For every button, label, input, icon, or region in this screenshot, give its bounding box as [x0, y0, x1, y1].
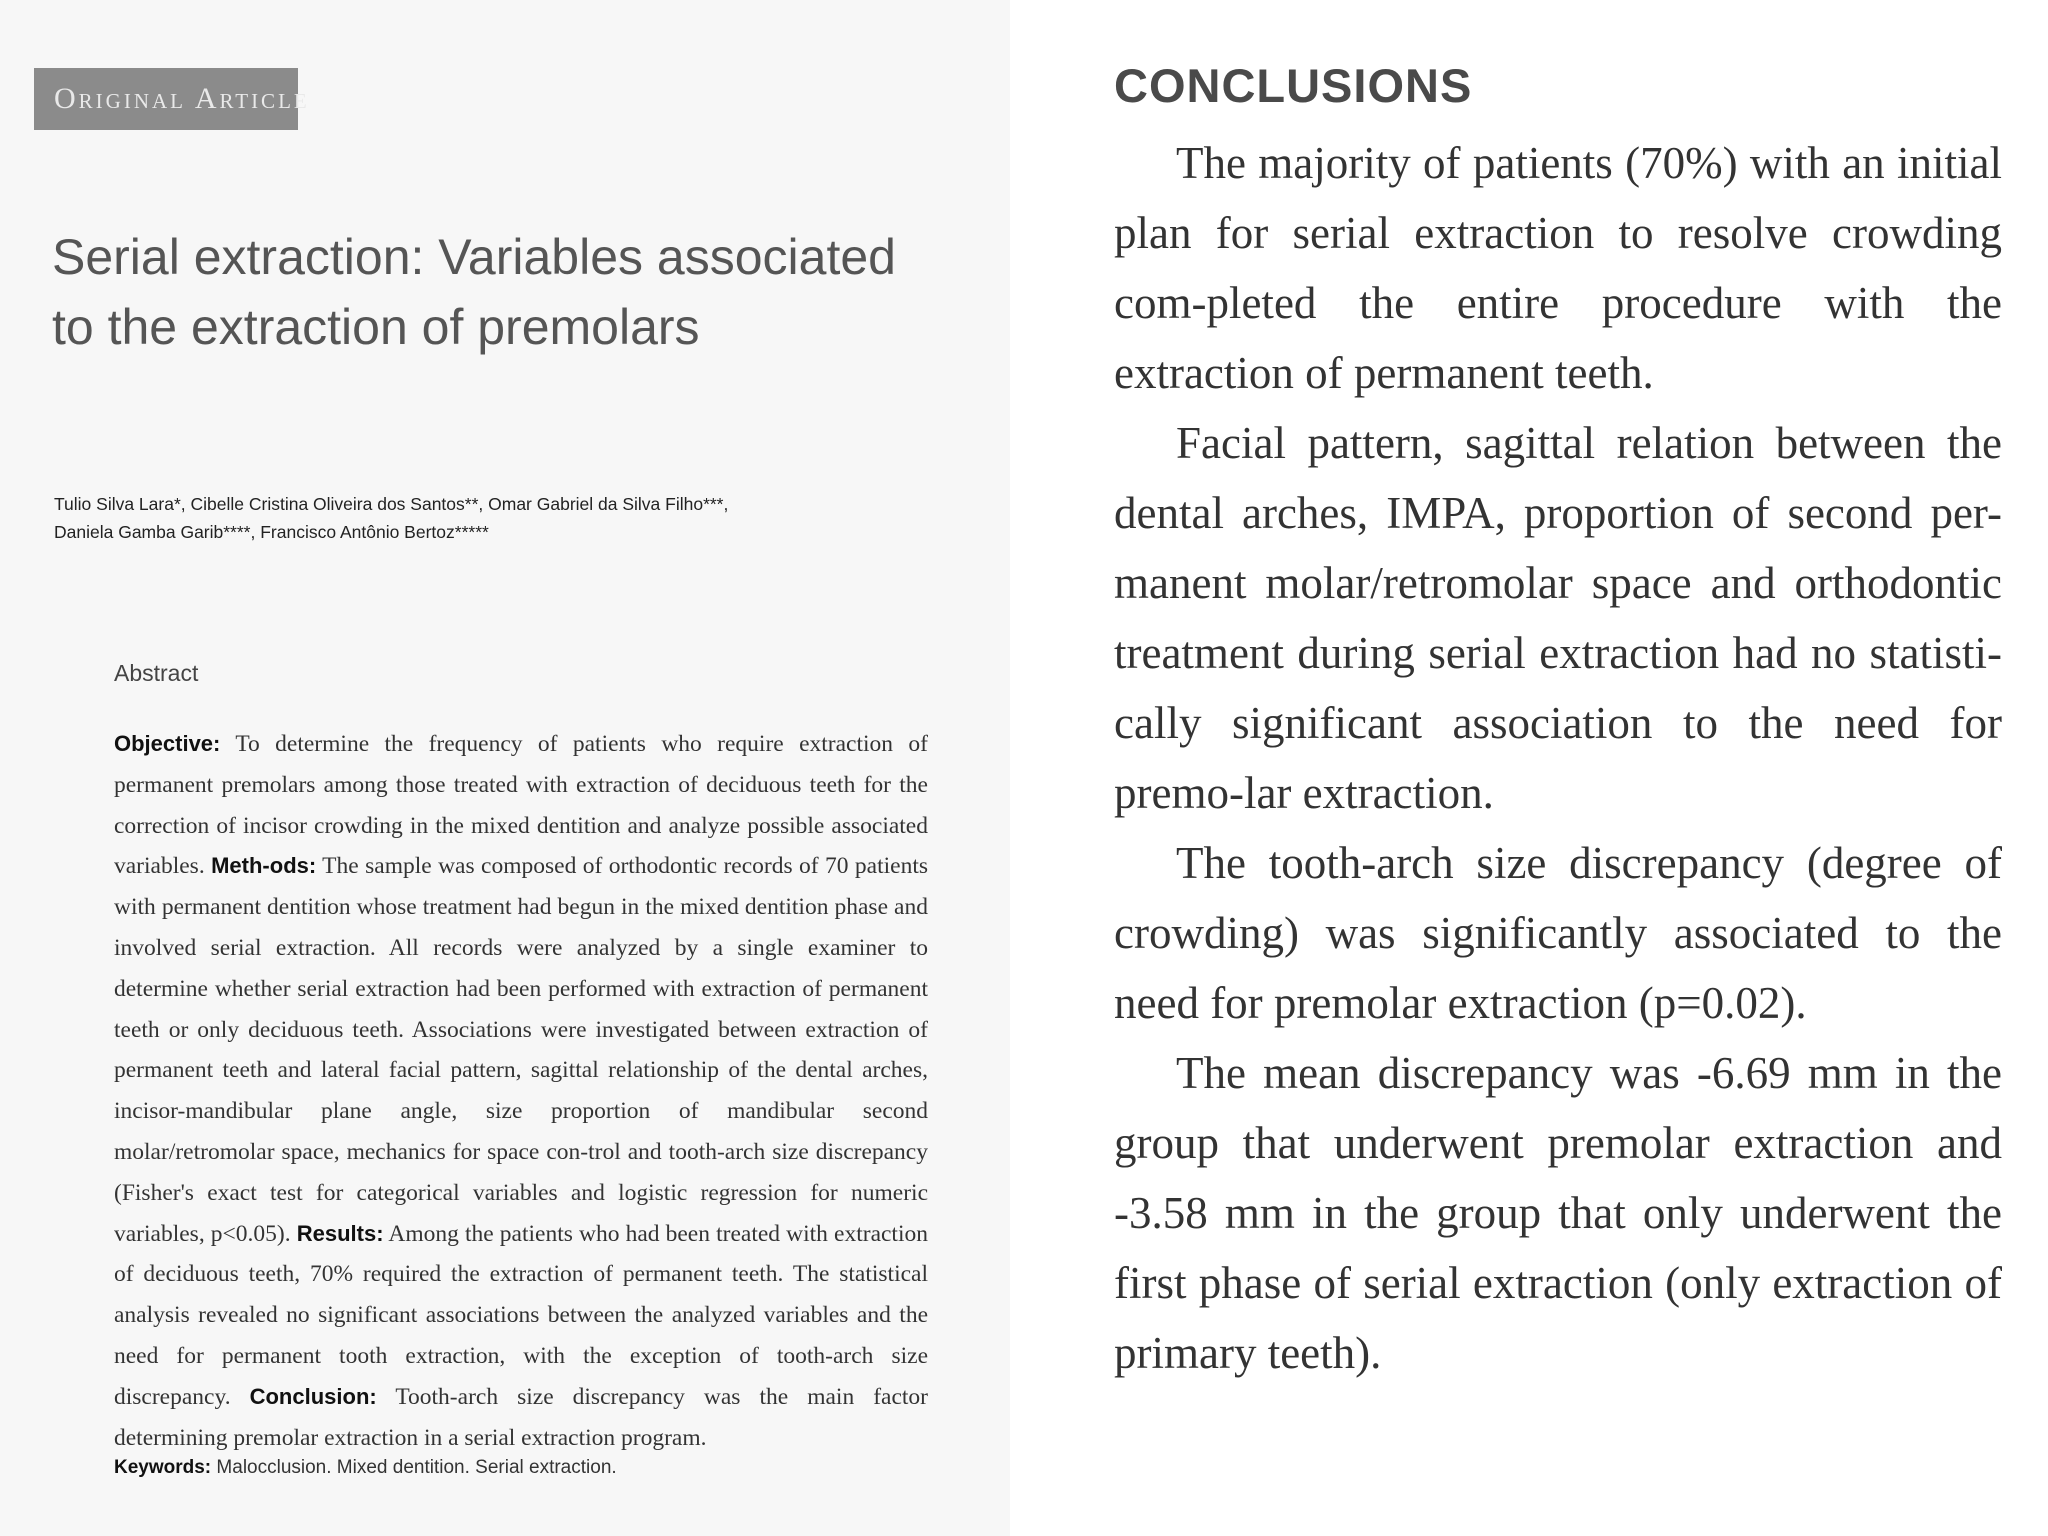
conclusion-text: Tooth-arch size discrepancy was the main factor determining premolar extraction in a serial extraction program. — [114, 1383, 929, 1451]
article-type-tag: Original Article — [34, 68, 298, 130]
results-text: Among the patients who had been treated with extraction of deciduous teeth, 70% required the extraction of permanent teeth. The statistical analysis revealed no significant associations between the analyzed variables and the need for permanent tooth extraction, with the exception of tooth-arch size discrepancy. — [114, 1220, 928, 1410]
methods-label: Meth-ods: — [211, 853, 317, 879]
objective-text: To determine the frequency of patients who require extraction of permanent premolars among those treated with extraction of deciduous teeth for the correction of incisor crowding in the mixed dentition and analyze possible associated variables. — [114, 731, 928, 880]
methods-text: The sample was composed of orthodontic records of 70 patients with permanent dentition whose treatment had begun in the mixed dentition phase and involved serial extraction. All records were analyzed by a single examiner to determine whether serial extraction had been performed with extraction of permanent teeth or only deciduous teeth. Associations were investigated between extraction of permanent teeth and lateral facial pattern, sagittal relationship of the dental arches, incisor-mandibular plane angle, size proportion of mandibular second molar/retromolar space, mechanics for space con-trol and tooth-arch size discrepancy (Fisher's exact test for categorical variables and logistic regression for numeric variables, p<0.05). — [114, 853, 928, 1247]
conclusion-paragraph-2: Facial pattern, sagittal relation between the dental arches, IMPA, proportion of second per-manent molar/retromolar space and orthodontic treatment during serial extraction had no statisti-cally significant association to the need for premo-lar extraction. — [1114, 418, 2002, 818]
conclusions-page — [1110, 0, 2018, 1536]
keywords-label: Keywords: — [114, 1457, 212, 1478]
abstract-heading: Abstract — [114, 660, 199, 686]
paper-title: Serial extraction: Variables associated to the extraction of premolars — [52, 229, 896, 355]
article-first-page — [0, 0, 1010, 1536]
conclusions-body — [1114, 128, 2002, 1388]
abstract-text — [114, 724, 928, 1458]
author-line-2: Daniela Gamba Garib****, Francisco Antônio Bertoz***** — [54, 522, 489, 542]
conclusion-paragraph-3: The tooth-arch size discrepancy (degree of crowding) was significantly associated to the need for premolar extraction (p=0.02). — [1114, 838, 2002, 1028]
conclusion-label: Conclusion: — [249, 1383, 377, 1409]
conclusion-paragraph-1: The majority of patients (70%) with an initial plan for serial extraction to resolve crowding com-pleted the entire procedure with the extraction of permanent teeth. — [1114, 138, 2002, 398]
keywords — [114, 1453, 928, 1483]
results-label: Results: — [296, 1220, 384, 1246]
author-list — [54, 490, 954, 546]
conclusions-heading: CONCLUSIONS — [1114, 59, 1473, 112]
keywords-text: Malocclusion. Mixed dentition. Serial extraction. — [211, 1457, 617, 1478]
abstract-section — [114, 658, 928, 1458]
objective-label: Objective: — [114, 731, 221, 756]
author-line-1: Tulio Silva Lara*, Cibelle Cristina Oliveira dos Santos**, Omar Gabriel da Silva Filho***, — [54, 494, 729, 514]
conclusion-paragraph-4: The mean discrepancy was -6.69 mm in the group that underwent premolar extraction and -3.58 mm in the group that only underwent the first phase of serial extraction (only extraction of primary teeth). — [1114, 1048, 2002, 1378]
